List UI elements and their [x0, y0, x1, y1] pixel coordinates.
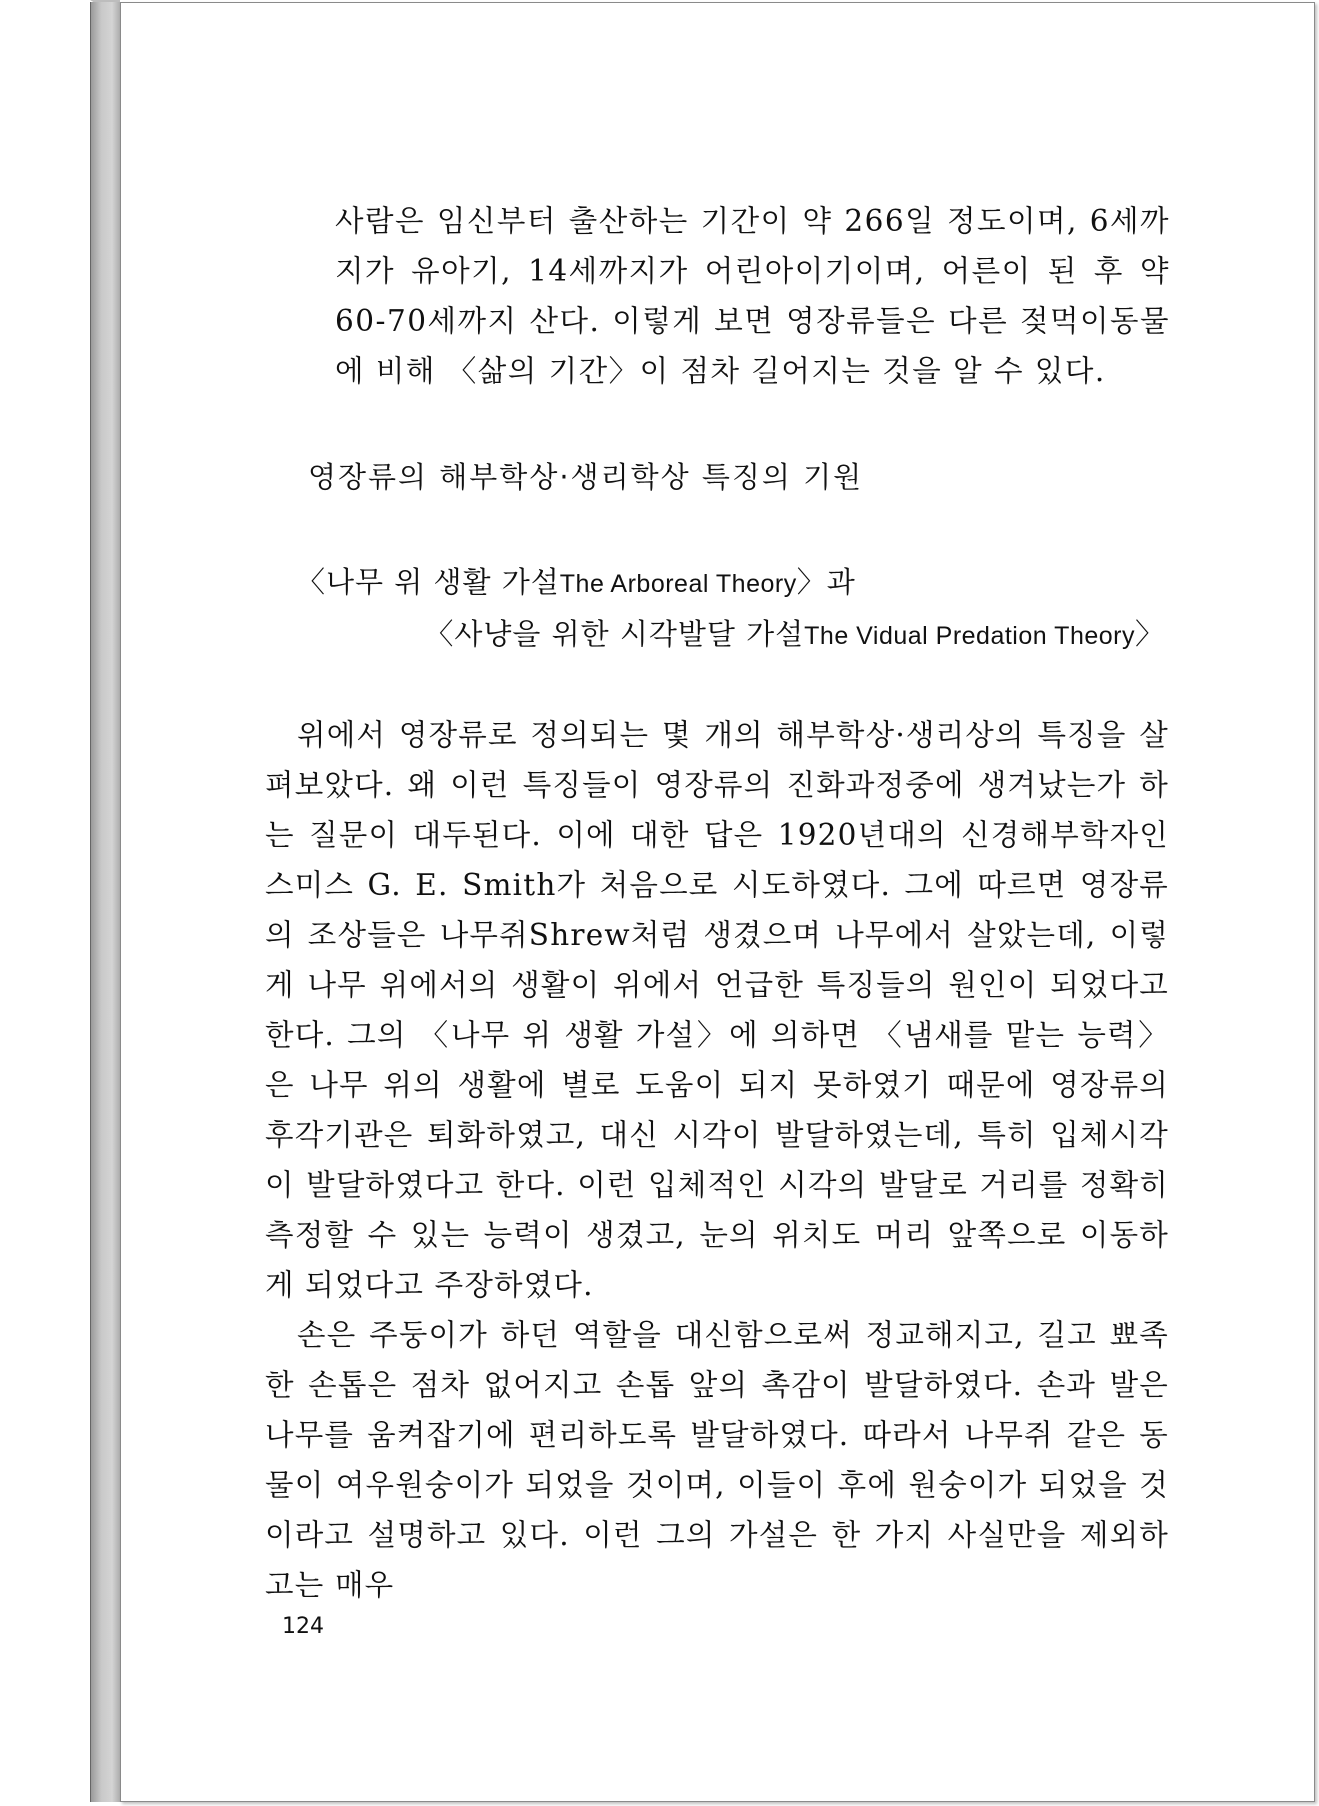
body-paragraph-1: 위에서 영장류로 정의되는 몇 개의 해부학상·생리상의 특징을 살펴보았다. 왜 이런 특징들이 영장류의 진화과정중에 생겨났는가 하는 질문이 대두된다. 이에 대한 답은 1920년대의 신경해부학자인 스미스 G. E. Smith가 처음으로 시도하였다. 그에 따르면 영장류의 조상들은 나무쥐Shrew처럼 생겼으며 나무에서 살았는데, 이렇게 나무 위에서의 생활이 위에서 언급한 특징들의 원인이 되었다고 한다. 그의 〈나무 위 생활 가설〉에 의하면 〈냄새를 맡는 능력〉은 나무 위의 생활에 별로 도움이 되지 못하였기 때문에 영장류의 후각기관은 퇴화하였고, 대신 시각이 발달하였는데, 특히 입체시각이 발달하였다고 한다. 이런 입체적인 시각의 발달로 거리를 정확히 측정할 수 있는 능력이 생겼고, 눈의 위치도 머리 앞쪽으로 이동하게 되었다고 주장하였다.: [265, 718, 1169, 1302]
subtitle-2-korean: 〈사냥을 위한 시각발달 가설: [424, 617, 805, 651]
body-text: [265, 710, 1169, 1610]
intro-paragraph-wrapper: [145, 196, 1170, 396]
intro-block: [145, 196, 1170, 396]
subtitle-2-english: The Vidual Predation Theory: [804, 622, 1135, 650]
section-title: 영장류의 해부학상·생리학상 특징의 기원: [308, 460, 864, 494]
subtitle-1-korean: 〈나무 위 생활 가설: [296, 565, 560, 599]
book-spine: [90, 2, 121, 1802]
page-number: 124: [282, 1614, 324, 1639]
subtitle-line-1: [296, 560, 856, 601]
intro-paragraph: 사람은 임신부터 출산하는 기간이 약 266일 정도이며, 6세까지가 유아기, 14세까지가 어린아이기이며, 어른이 된 후 약 60-70세까지 산다. 이렇게 보면 영장류들은 다른 젖먹이동물에 비해 〈삶의 기간〉이 점차 길어지는 것을 알 수 있다.: [335, 204, 1170, 388]
subtitle-1-english: The Arboreal Theory: [559, 570, 797, 598]
body-paragraph-2: 손은 주둥이가 하던 역할을 대신함으로써 정교해지고, 길고 뾰족한 손톱은 점차 없어지고 손톱 앞의 촉감이 발달하였다. 손과 발은 나무를 움켜잡기에 편리하도록 발달하였다. 따라서 나무쥐 같은 동물이 여우원숭이가 되었을 것이며, 이들이 후에 원숭이가 되었을 것이라고 설명하고 있다. 이런 그의 가설은 한 가지 사실만을 제외하고는 매우: [265, 1318, 1169, 1602]
subtitle-1-end: 〉과: [796, 565, 856, 599]
subtitle-2-end: 〉: [1134, 617, 1165, 651]
subtitle-line-2: [424, 612, 1165, 653]
